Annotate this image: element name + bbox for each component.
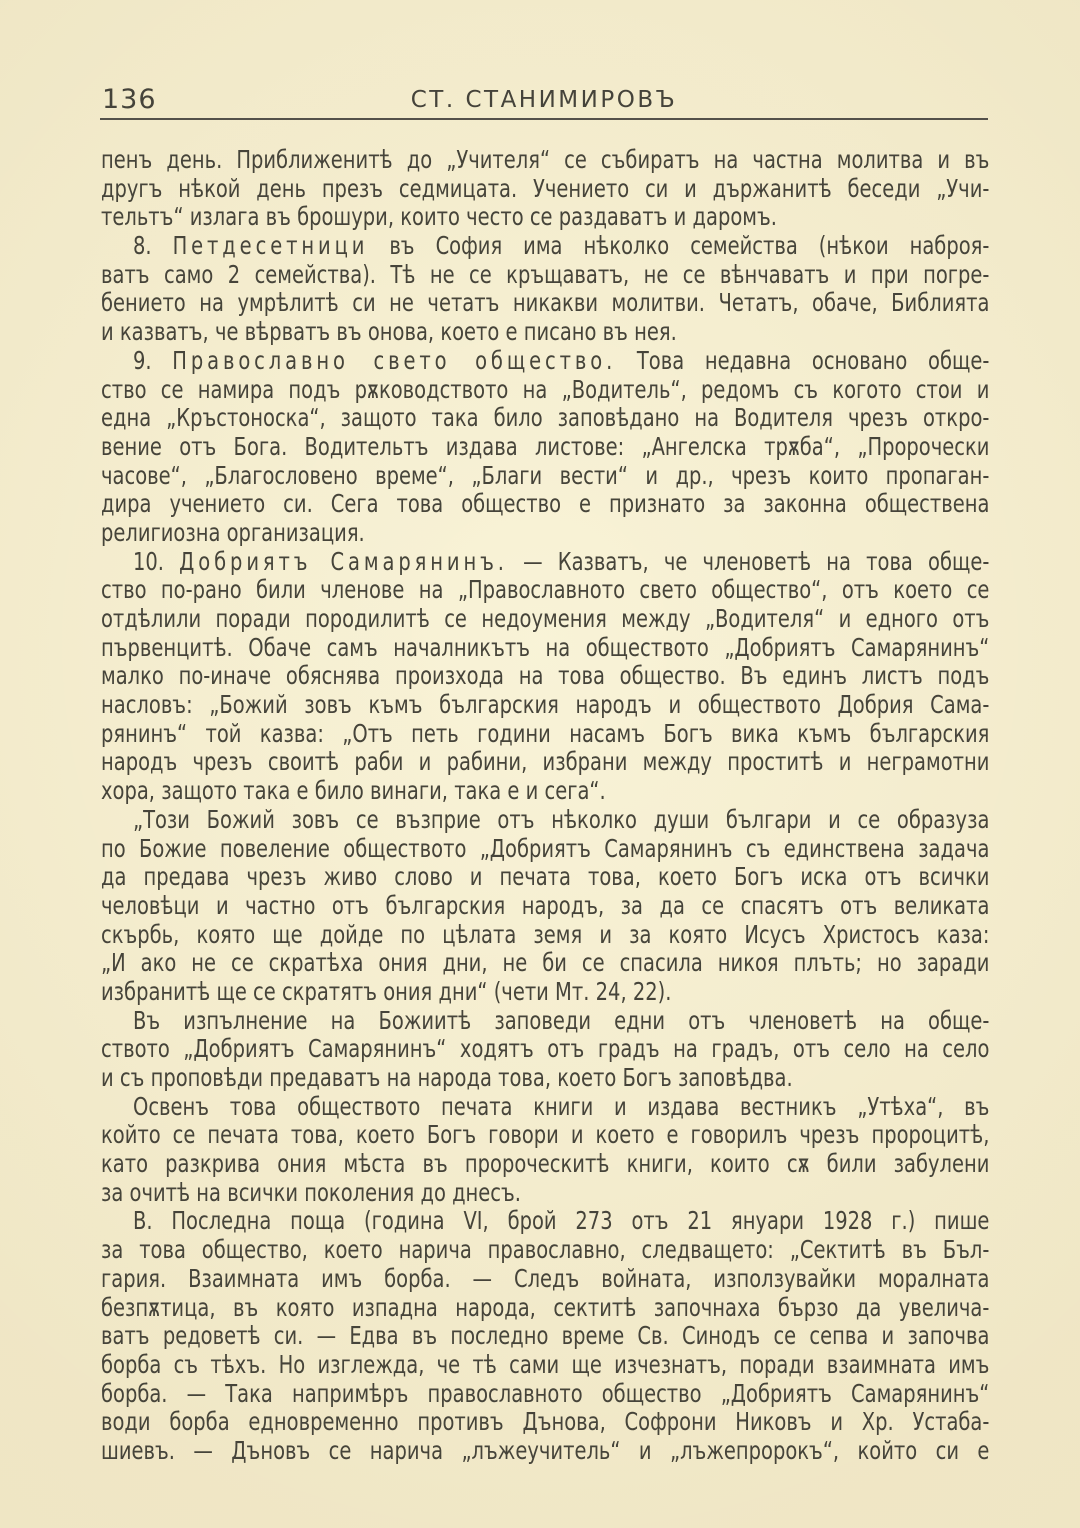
text-line	[101, 318, 989, 347]
text-run: като разкрива ония мѣста въ пророческитѣ книги, които сѫ били забулени	[101, 1149, 990, 1179]
text-run: ватъ редоветѣ си. — Едва въ последно време Св. Синодъ се сепва и започва	[101, 1321, 990, 1351]
text-line	[101, 748, 989, 777]
text-line	[101, 1380, 989, 1409]
spaced-heading: Петдесетници	[172, 231, 369, 261]
text-run: Въ изпълнение на Божиитѣ заповеди едни отъ членоветѣ на обще-	[132, 1005, 990, 1035]
text-run: 10.	[132, 546, 180, 576]
page-number: 136	[102, 84, 157, 115]
text-run: безпѫтица, въ която изпадна народа, сектитѣ започнаха бързо да увелича-	[101, 1292, 990, 1322]
text-line	[101, 605, 989, 634]
text-line	[101, 634, 989, 663]
text-run: бението на умрѣлитѣ си не четатъ никакви молитви. Четатъ, обаче, Библията	[101, 288, 990, 318]
text-run: часове“, „Благословено време“, „Благи вести“ и др., чрезъ които пропаган-	[101, 460, 990, 490]
text-run: който се печата това, което Богъ говори и което е говорилъ чрезъ пророцитѣ,	[101, 1120, 990, 1150]
running-title: СТ. СТАНИМИРОВЪ	[410, 87, 678, 113]
text-run: една „Кръстоноска“, защото така било заповѣдано на Водителя чрезъ откро-	[101, 403, 990, 433]
text-run: ство по-рано били членове на „Православното свето общество“, отъ което се	[101, 575, 990, 605]
text-line	[101, 1351, 989, 1380]
text-line	[101, 1294, 989, 1323]
text-run: „Този Божий зовъ се възприе отъ нѣколко души българи и се образуза	[132, 804, 990, 834]
text-run: скърбь, която ще дойде по цѣлата земя и за която Исусъ Христосъ каза:	[101, 919, 990, 949]
text-line	[101, 1322, 989, 1351]
text-run: за очитѣ на всички поколения до днесъ.	[101, 1177, 521, 1207]
text-run: избранитѣ ще се скратятъ ония дни“ (чети Мт. 24, 22).	[101, 976, 672, 1006]
text-run: борба съ тѣхъ. Но изглежда, че тѣ сами ще изчезнатъ, поради взаимната имъ	[101, 1349, 990, 1379]
text-line	[101, 1437, 989, 1466]
text-line	[101, 921, 989, 950]
text-line	[101, 978, 989, 1007]
text-run: въ София има нѣколко семейства (нѣкои наброя-	[368, 231, 990, 261]
text-line	[101, 433, 989, 462]
text-run: ството „Добриятъ Самарянинъ“ ходятъ отъ градъ на градъ, отъ село на село	[101, 1034, 990, 1064]
text-line	[101, 462, 989, 491]
text-run: малко по-иначе обяснява произхода на това общество. Въ единъ листъ подъ	[101, 661, 990, 691]
text-run: 9.	[132, 345, 173, 375]
text-line	[101, 662, 989, 691]
text-line	[101, 261, 989, 290]
text-line	[101, 232, 989, 261]
text-run: Това недавна основано обще-	[616, 345, 990, 375]
text-run: ватъ само 2 семейства). Тѣ не се кръщаватъ, не се вѣнчаватъ и при погре-	[101, 259, 990, 289]
text-line	[101, 1035, 989, 1064]
text-line	[101, 1150, 989, 1179]
text-run: по Божие повеление обществото „Добриятъ Самарянинъ съ единствена задача	[101, 833, 990, 863]
text-line	[101, 1121, 989, 1150]
text-run: за това общество, което нарича православно, следващето: „Сектитѣ въ Бъл-	[101, 1235, 990, 1265]
text-run: първенцитѣ. Обаче самъ началникътъ на обществото „Добриятъ Самарянинъ“	[101, 632, 990, 662]
text-line	[101, 1207, 989, 1236]
text-line	[101, 519, 989, 548]
text-line	[101, 490, 989, 519]
text-run: шиевъ. — Дъновъ се нарича „лъжеучитель“ и „лъжепророкъ“, който си е	[101, 1435, 990, 1465]
text-run: хора, защото така е било винаги, така е и сега“.	[101, 776, 606, 806]
text-run: дира учението си. Сега това общество е признато за законна обществена	[101, 489, 990, 519]
text-line	[101, 835, 989, 864]
text-line	[101, 1408, 989, 1437]
text-run: отдѣлили поради породилитѣ се недоумения между „Водителя“ и едного отъ	[101, 604, 990, 633]
text-line	[101, 863, 989, 892]
text-block	[101, 146, 989, 1466]
text-line	[101, 376, 989, 405]
text-run: води борба едновременно противъ Дънова, Софрони Никовъ и Хр. Устаба-	[101, 1407, 990, 1437]
text-line	[101, 146, 989, 175]
text-run: „И ако не се скратѣха ония дни, не би се спасила никоя плъть; но заради	[101, 948, 990, 978]
text-line	[101, 720, 989, 749]
text-run: тельтъ“ излага въ брошури, които често се раздаватъ и даромъ.	[101, 202, 777, 232]
text-run: да предава чрезъ живо слово и печата това, което Богъ иска отъ всички	[101, 862, 990, 892]
text-run: насловъ: „Божий зовъ къмъ българския народъ и обществото Добрия Сама-	[101, 690, 990, 720]
text-run: 8.	[132, 231, 173, 261]
text-line	[101, 576, 989, 605]
text-run: пенъ день. Приближенитѣ до „Учителя“ се събиратъ на частна молитва и въ	[101, 145, 990, 174]
spaced-heading: Православно свето общество.	[172, 345, 617, 375]
text-line	[101, 1007, 989, 1036]
text-run: борба. — Така напримѣръ православното общество „Добриятъ Самарянинъ“	[101, 1378, 990, 1408]
text-run: вение отъ Бога. Водительтъ издава листове: „Ангелска трѫба“, „Пророчески	[101, 431, 990, 461]
text-line	[101, 1179, 989, 1208]
text-run: Освенъ това обществото печата книги и издава вестникъ „Утѣха“, въ	[132, 1091, 990, 1121]
text-line	[101, 949, 989, 978]
text-line	[101, 1093, 989, 1122]
text-run: рянинъ“ той казва: „Отъ петь години насамъ Богъ вика къмъ българския	[101, 718, 990, 748]
text-run: человѣци и частно отъ българския народъ, за да се спасятъ отъ великата	[101, 890, 990, 920]
text-line	[101, 777, 989, 806]
text-run: народъ чрезъ своитѣ раби и рабини, избрани между проститѣ и неграмотни	[101, 747, 990, 777]
text-line	[101, 404, 989, 433]
text-run: другъ нѣкой день презъ седмицата. Учението си и държанитѣ беседи „Учи-	[101, 173, 990, 203]
text-line	[101, 203, 989, 232]
text-line	[101, 289, 989, 318]
text-run: — Казватъ, че членоветѣ на това обще-	[507, 546, 990, 576]
text-line	[101, 347, 989, 376]
text-line	[101, 1064, 989, 1093]
text-run: и казватъ, че вѣрватъ въ онова, което е писано въ нея.	[101, 317, 677, 347]
text-run: гария. Взаимната имъ борба. — Следъ войната, използувайки моралната	[101, 1263, 990, 1293]
text-line	[101, 1236, 989, 1265]
text-line	[101, 691, 989, 720]
spaced-heading: Добриятъ Самарянинъ.	[179, 546, 508, 576]
page-header	[100, 78, 988, 120]
text-line	[101, 1265, 989, 1294]
text-line	[101, 892, 989, 921]
text-run: В. Последна поща (година VI, брой 273 отъ 21 януари 1928 г.) пише	[132, 1206, 990, 1236]
text-line	[101, 806, 989, 835]
text-run: ство се намира подъ рѫководството на „Водитель“, редомъ съ когото стои и	[101, 374, 990, 404]
text-run: религиозна организация.	[101, 517, 365, 547]
text-line	[101, 175, 989, 204]
text-line	[101, 548, 989, 577]
text-run: и съ проповѣди предаватъ на народа това, което Богъ заповѣдва.	[101, 1063, 793, 1092]
